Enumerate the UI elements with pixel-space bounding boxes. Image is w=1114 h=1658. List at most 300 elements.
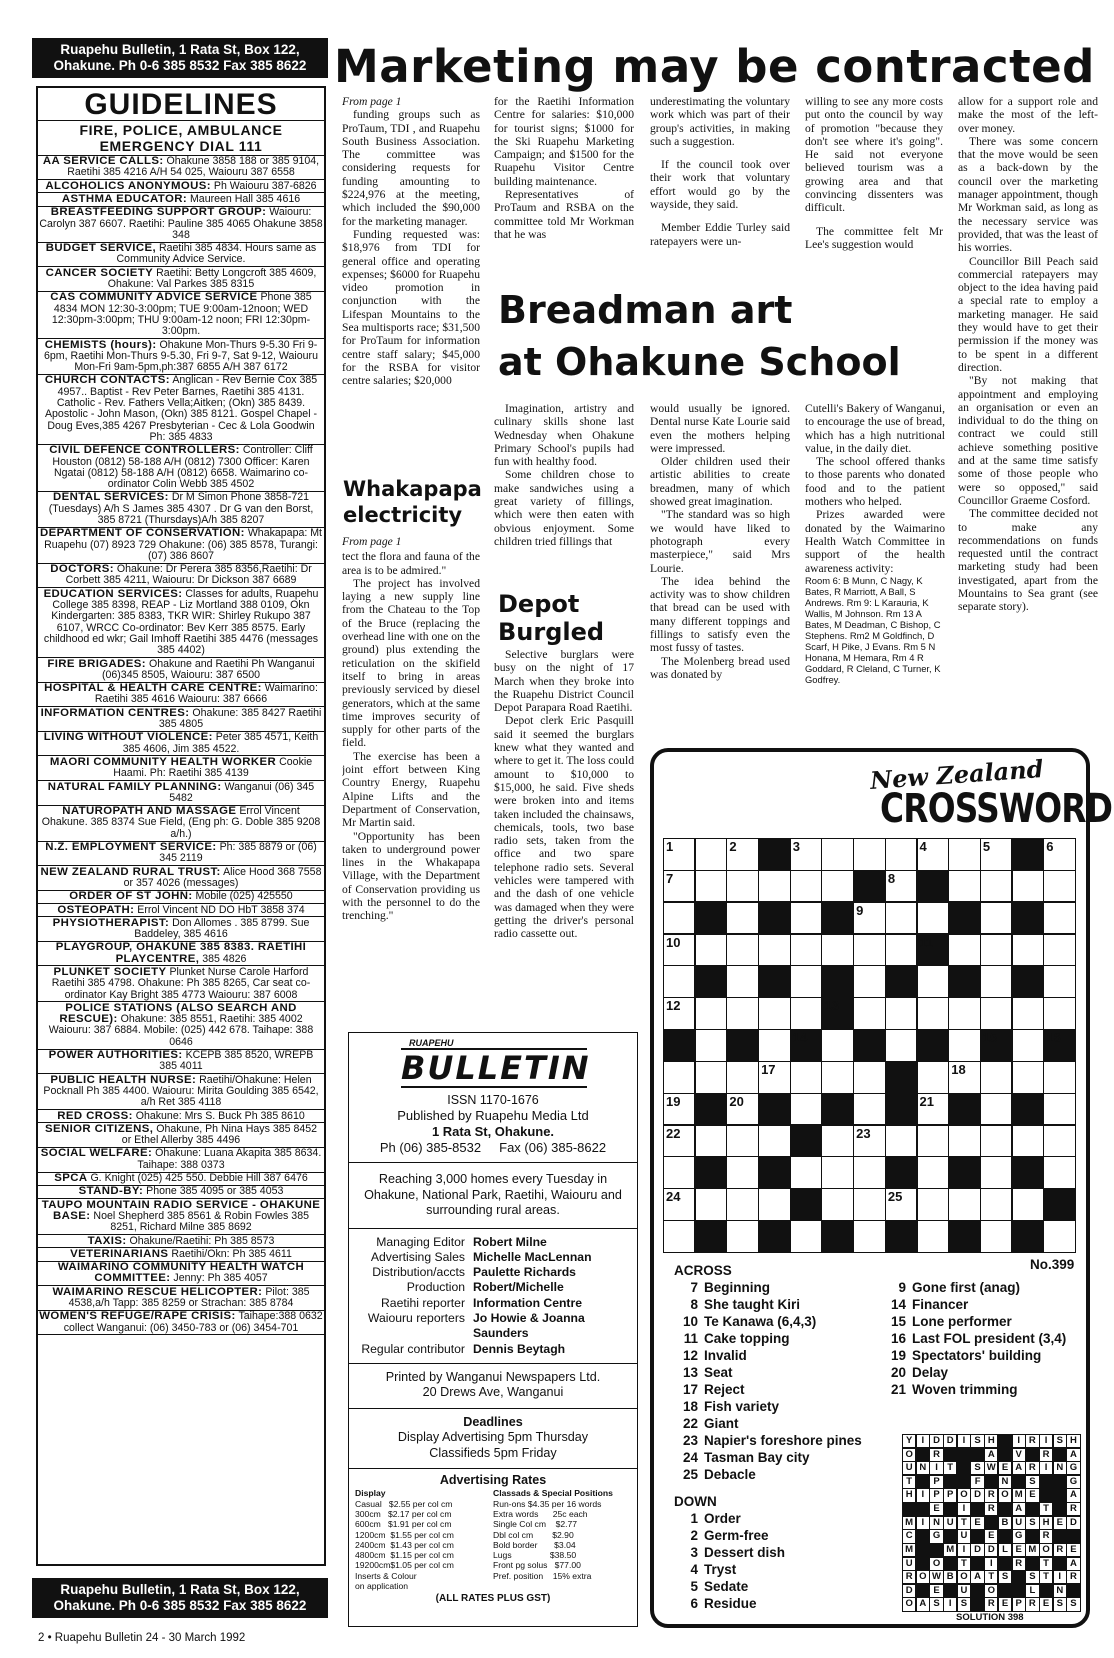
grid-cell[interactable] [980, 1220, 1012, 1253]
solution-cell: S [1066, 1597, 1080, 1611]
grid-cell[interactable] [790, 902, 822, 935]
grid-cell[interactable] [853, 965, 885, 998]
staff-role: Managing Editor [376, 1234, 465, 1249]
grid-cell[interactable] [917, 838, 949, 871]
guideline-entry [38, 180, 324, 193]
grid-cell[interactable] [1043, 1061, 1075, 1094]
grid-number: 12 [666, 998, 681, 1014]
grid-cell[interactable] [980, 1188, 1012, 1221]
grid-cell[interactable] [885, 870, 917, 903]
grid-cell[interactable] [980, 902, 1012, 935]
grid-cell[interactable] [980, 997, 1012, 1030]
solution-cell: W [929, 1570, 943, 1584]
grid-cell[interactable] [980, 1093, 1012, 1126]
guideline-entry [38, 528, 324, 564]
guideline-text: Ohakune Mon-Thurs 9-5.30 Fri 9-6pm, Raetihi Mon-Thurs 9-5.30, Fri 9-7, Sat 9-12, Waiouru Mon-Fri 9am-5pm,ph:387 6855 A/H 387 6172 [44, 338, 318, 374]
solution-cell: B [943, 1570, 957, 1584]
deadline-display: Display Advertising 5pm Thursday [397, 1430, 589, 1445]
grid-cell[interactable] [790, 870, 822, 903]
crossword-logo: CROSSWORD [880, 786, 1113, 832]
solution-cell: G [1066, 1461, 1080, 1475]
grid-cell[interactable] [853, 1156, 885, 1189]
grid-cell[interactable] [663, 1188, 695, 1221]
marketing-column-4 [805, 95, 943, 280]
clue [882, 1296, 1092, 1313]
guideline-text: Alice Hood 368 7558 or 357 4026 (messages) [123, 865, 322, 889]
publisher-address: 1 Rata St, Ohakune. [431, 1124, 555, 1139]
grid-cell[interactable] [917, 1188, 949, 1221]
solution-cell: D [970, 1543, 984, 1557]
paragraph: funding groups such as ProTaum, TDI , and Ruapehu South Business Association. The committee was considering requests for funding amounting to $224,976 at the meeting, which included the $90,000 for the marketing manager. [342, 108, 480, 228]
clue-text: She taught Kiri [704, 1297, 801, 1312]
grid-block [1012, 902, 1044, 935]
grid-cell[interactable] [853, 838, 885, 871]
grid-cell[interactable] [663, 997, 695, 1030]
solution-cell: D [1066, 1516, 1080, 1530]
grid-cell[interactable] [821, 1156, 853, 1189]
grid-cell[interactable] [948, 1061, 980, 1094]
solution-cell: R [1025, 1461, 1039, 1475]
grid-block [695, 1220, 727, 1253]
grid-cell[interactable] [663, 965, 695, 998]
guideline-text: Peter 385 4571, Keith 385 4606, Jim 385 4522. [122, 731, 319, 755]
grid-cell[interactable] [821, 1188, 853, 1221]
guideline-heading: FIRE, POLICE, AMBULANCE EMERGENCY DIAL 111 [79, 121, 283, 154]
grid-cell[interactable] [980, 838, 1012, 871]
solution-block [1053, 1557, 1067, 1571]
grid-block [885, 1156, 917, 1189]
grid-block [663, 1029, 695, 1062]
guideline-heading: EDUCATION SERVICES: [43, 587, 183, 600]
grid-cell[interactable] [726, 997, 758, 1030]
clue [674, 1544, 904, 1561]
grid-cell[interactable] [726, 965, 758, 998]
grid-block [758, 838, 790, 871]
grid-cell[interactable] [663, 1125, 695, 1158]
grid-cell[interactable] [1012, 1061, 1044, 1094]
grid-cell[interactable] [663, 1093, 695, 1126]
grid-cell[interactable] [980, 934, 1012, 967]
grid-cell[interactable] [853, 1093, 885, 1126]
grid-cell[interactable] [885, 902, 917, 935]
guideline-entry [38, 1311, 324, 1336]
solution-cell: E [1012, 1543, 1026, 1557]
grid-cell[interactable] [1043, 838, 1075, 871]
grid-cell[interactable] [917, 1093, 949, 1126]
grid-cell[interactable] [695, 1061, 727, 1094]
solution-cell: S [1025, 1516, 1039, 1530]
solution-cell: O [957, 1488, 971, 1502]
solution-cell: I [1039, 1461, 1053, 1475]
grid-cell[interactable] [1043, 965, 1075, 998]
grid-cell[interactable] [821, 870, 853, 903]
solution-cell: M [1025, 1543, 1039, 1557]
solution-cell: T [943, 1461, 957, 1475]
grid-block [885, 1061, 917, 1094]
solution-cell: F [970, 1475, 984, 1489]
solution-cell: I [957, 1434, 971, 1448]
clue-text: Fish variety [704, 1399, 780, 1414]
grid-cell[interactable] [1012, 1125, 1044, 1158]
grid-cell[interactable] [821, 838, 853, 871]
solution-cell: D [984, 1543, 998, 1557]
grid-cell[interactable] [663, 902, 695, 935]
grid-number: 5 [982, 839, 991, 854]
grid-cell[interactable] [948, 1188, 980, 1221]
solution-cell: P [929, 1475, 943, 1489]
grid-cell[interactable] [695, 997, 727, 1030]
grid-cell[interactable] [948, 1029, 980, 1062]
from-page: From page 1 [342, 535, 402, 548]
grid-cell[interactable] [948, 997, 980, 1030]
clue-number: 15 [890, 1314, 906, 1329]
grid-cell[interactable] [726, 1220, 758, 1253]
grid-cell[interactable] [821, 1125, 853, 1158]
guideline-heading: INFORMATION CENTRES: [40, 706, 190, 719]
grid-cell[interactable] [1043, 1093, 1075, 1126]
rate-line: 600cm $1.91 per col cm [355, 1519, 452, 1530]
guideline-text: Wanganui (06) 345 5482 [169, 780, 315, 804]
grid-cell[interactable] [885, 997, 917, 1030]
grid-block [1012, 965, 1044, 998]
guideline-entry [38, 904, 324, 917]
solution-block [998, 1434, 1012, 1448]
grid-cell[interactable] [790, 1061, 822, 1094]
guideline-entry [38, 732, 324, 757]
grid-cell[interactable] [726, 838, 758, 871]
solution-block [970, 1448, 984, 1462]
grid-cell[interactable] [917, 902, 949, 935]
grid-cell[interactable] [758, 997, 790, 1030]
grid-cell[interactable] [948, 1125, 980, 1158]
grid-cell[interactable] [885, 838, 917, 871]
grid-cell[interactable] [726, 934, 758, 967]
solution-cell: I [957, 1502, 971, 1516]
grid-cell[interactable] [695, 1125, 727, 1158]
grid-cell[interactable] [1043, 1220, 1075, 1253]
solution-cell: U [957, 1529, 971, 1543]
grid-cell[interactable] [917, 1220, 949, 1253]
solution-block [957, 1448, 971, 1462]
guideline-entry [38, 1148, 324, 1173]
solution-cell: I [943, 1597, 957, 1611]
paragraph: Councillor Bill Peach said commercial ratepayers may object to the idea having paid a special rate to employ a marketing manager. He said they would have to get their permission if the money was to be spent in a different direction. [958, 254, 1098, 374]
rate-line: 1200cm $1.55 per col cm [355, 1529, 454, 1540]
guideline-heading: VETERINARIANS [70, 1247, 169, 1260]
from-page: From page 1 [342, 95, 402, 108]
clue-number: 20 [890, 1365, 906, 1380]
guideline-text: Ohakune/Raetihi: Ph 385 8573 [129, 1234, 275, 1247]
paragraph: Funding requested was: $18,976 from TDI for general office and operating expenses; $6000 for Ruapehu video promotion in conjunction with the Lifespan Mountains to the Sea multisports race; $31,500 for ProTaum for information centre staff salary; $45,000 for the RSBA for visitor centre salaries; $20,000 [342, 227, 480, 388]
clues-across-continued [882, 1279, 1092, 1398]
grid-cell[interactable] [663, 870, 695, 903]
grid-cell[interactable] [1043, 1125, 1075, 1158]
solution-block [1039, 1584, 1053, 1598]
solution-cell: G [1012, 1529, 1026, 1543]
deadline-classified: Classifieds 5pm Friday [429, 1445, 557, 1460]
guideline-heading: POWER AUTHORITIES: [48, 1049, 183, 1062]
grid-cell[interactable] [758, 934, 790, 967]
solution-block [916, 1557, 930, 1571]
grid-cell[interactable] [695, 870, 727, 903]
grid-cell[interactable] [917, 965, 949, 998]
grid-block [821, 1093, 853, 1126]
grid-cell[interactable] [758, 870, 790, 903]
guideline-heading: CANCER SOCIETY [45, 266, 154, 279]
grid-cell[interactable] [663, 838, 695, 871]
solution-cell: N [1053, 1461, 1067, 1475]
guideline-entry [38, 492, 324, 528]
grid-cell[interactable] [663, 934, 695, 967]
solution-cell: I [1053, 1570, 1067, 1584]
grid-cell[interactable] [853, 902, 885, 935]
grid-cell[interactable] [1012, 1029, 1044, 1062]
grid-cell[interactable] [853, 934, 885, 967]
grid-cell[interactable] [1043, 902, 1075, 935]
grid-cell[interactable] [695, 934, 727, 967]
clue-text: Financer [912, 1297, 969, 1312]
marketing-column-5 [958, 95, 1098, 745]
solution-cell: Y [902, 1434, 916, 1448]
guideline-entry [38, 1186, 324, 1199]
clue-text: Giant [704, 1416, 739, 1431]
solution-block [1012, 1584, 1026, 1598]
grid-cell[interactable] [948, 870, 980, 903]
clue-number: 7 [690, 1280, 698, 1295]
grid-cell[interactable] [853, 997, 885, 1030]
clue-number: 16 [890, 1331, 906, 1346]
solution-block [1012, 1475, 1026, 1489]
guideline-text: Errol Vincent ND DO HbT 3858 374 [137, 903, 305, 916]
guideline-text: Waimarino: Raetihi 385 4616 Waiouru: 387 6666 [94, 682, 318, 706]
guideline-text: Jenny: Ph 385 4057 [173, 1272, 268, 1285]
grid-cell[interactable] [885, 1029, 917, 1062]
grid-cell[interactable] [853, 1188, 885, 1221]
guideline-entry [38, 683, 324, 708]
grid-cell[interactable] [758, 1188, 790, 1221]
guideline-heading: CHEMISTS (hours): [44, 338, 157, 351]
solution-block [943, 1502, 957, 1516]
solution-block [957, 1475, 971, 1489]
grid-block [790, 1029, 822, 1062]
crossword-logo-top: New Zealand [869, 753, 1045, 796]
solution-block [1039, 1488, 1053, 1502]
grid-cell[interactable] [726, 902, 758, 935]
guideline-entry [38, 781, 324, 806]
crossword-number: No.399 [1030, 1257, 1075, 1272]
guideline-entry [38, 207, 324, 243]
rates-display [355, 1488, 493, 1591]
solution-cell: H [984, 1434, 998, 1448]
grid-cell[interactable] [980, 870, 1012, 903]
grid-cell[interactable] [663, 1220, 695, 1253]
guideline-entry [38, 339, 324, 375]
grid-cell[interactable] [726, 1188, 758, 1221]
grid-block [821, 1220, 853, 1253]
grid-cell[interactable] [917, 1125, 949, 1158]
clue-text: Spectators' building [912, 1348, 1042, 1363]
guideline-text: Ohakune: Dr Perera 385 8356,Raetihi: Dr Corbett 385 4211, Waiouru: Dr Dickson 387 6689 [65, 563, 312, 587]
grid-cell[interactable] [885, 934, 917, 967]
grid-cell[interactable] [695, 1029, 727, 1062]
staff-name: Paulette Richards [473, 1265, 576, 1280]
grid-cell[interactable] [790, 838, 822, 871]
prize-winners: Room 6: B Munn, C Nagy, K Bates, R Marriott, A Ball, S Andrews. Rm 9: L Karauria, K Wallis, M Johnson. Rm 13 A Bates, M Deadman, C Bishop, C Stephens. Rm2 M Goldfinch, D Scarf, H Pike, J Evans. Rm 5 N Honana, M Hemara, Rm 4 R Goddard, R Cleland, C Turner, K Godfrey. [805, 574, 941, 685]
grid-cell[interactable] [663, 1061, 695, 1094]
solution-block [902, 1502, 916, 1516]
clue-text: Last FOL president (3,4) [912, 1331, 1067, 1346]
guideline-heading: SENIOR CITIZENS, [44, 1122, 154, 1135]
grid-cell[interactable] [1043, 1156, 1075, 1189]
grid-cell[interactable] [1012, 1188, 1044, 1221]
grid-cell[interactable] [695, 1188, 727, 1221]
grid-cell[interactable] [1012, 997, 1044, 1030]
solution-cell: E [1066, 1543, 1080, 1557]
staff-name: Information Centre [473, 1295, 583, 1310]
printer-address: 20 Drews Ave, Wanganui [422, 1385, 564, 1400]
solution-cell: O [902, 1597, 916, 1611]
grid-cell[interactable] [821, 934, 853, 967]
guideline-heading: HOSPITAL & HEALTH CARE CENTRE: [44, 682, 262, 695]
guideline-text: Dr M Simon Phone 3858-721 (Tuesdays) A/h S James 385 4307 . Dr G van den Borst, 385 8721 (Thursdays)A/h 385 8207 [48, 491, 314, 526]
grid-cell[interactable] [853, 1220, 885, 1253]
guideline-entry [38, 1173, 324, 1186]
grid-cell[interactable] [917, 1061, 949, 1094]
paragraph: The school offered thanks to those parents who donated food and to the patient mothers who helped. [805, 455, 945, 509]
solution-block [970, 1597, 984, 1611]
grid-cell[interactable] [1043, 997, 1075, 1030]
guideline-text: Ohakune, Ph Nina Hays 385 8452 or Ethel Allerby 385 4496 [121, 1122, 318, 1147]
grid-cell[interactable] [695, 838, 727, 871]
grid-cell[interactable] [853, 1125, 885, 1158]
grid-cell[interactable] [1043, 934, 1075, 967]
bulletin-logo-top: RUAPEHU [409, 1038, 454, 1048]
grid-cell[interactable] [885, 1125, 917, 1158]
grid-cell[interactable] [758, 1029, 790, 1062]
grid-number: 15 [982, 1030, 998, 1046]
solution-block [970, 1502, 984, 1516]
guideline-heading: SOCIAL WELFARE: [40, 1147, 153, 1160]
grid-cell[interactable] [726, 1156, 758, 1189]
clue [674, 1313, 904, 1330]
solution-block [957, 1461, 971, 1475]
solution-cell: H [1039, 1516, 1053, 1530]
guideline-heading: PUBLIC HEALTH NURSE: [50, 1073, 197, 1086]
grid-cell[interactable] [663, 1156, 695, 1189]
grid-cell[interactable] [821, 1029, 853, 1062]
guideline-text: Pilot: 385 4538,a/h Tapp: 385 8259 or Strachan: 385 8784 [68, 1285, 310, 1309]
solution-cell: E [929, 1502, 943, 1516]
clue-text: Dessert dish [704, 1545, 786, 1560]
grid-cell[interactable] [758, 1125, 790, 1158]
clue-number: 17 [682, 1382, 698, 1397]
grid-block [885, 1220, 917, 1253]
solution-cell: I [916, 1434, 930, 1448]
solution-block [998, 1502, 1012, 1516]
breadman-column-1 [494, 402, 634, 587]
clue-number: 1 [690, 1511, 698, 1526]
grid-cell[interactable] [790, 1220, 822, 1253]
grid-cell[interactable] [980, 1061, 1012, 1094]
solution-cell: S [998, 1570, 1012, 1584]
solution-cell: R [1039, 1529, 1053, 1543]
grid-cell[interactable] [726, 1125, 758, 1158]
solution-block [916, 1584, 930, 1598]
grid-cell[interactable] [790, 934, 822, 967]
clue-number: 5 [690, 1579, 698, 1594]
grid-block [790, 1188, 822, 1221]
clue-number: 14 [890, 1297, 906, 1312]
solution-block [984, 1516, 998, 1530]
grid-cell[interactable] [885, 1188, 917, 1221]
guideline-heading: STAND-BY: [78, 1185, 144, 1198]
grid-cell[interactable] [853, 1061, 885, 1094]
grid-cell[interactable] [790, 1093, 822, 1126]
grid-cell[interactable] [1012, 870, 1044, 903]
across-title: ACROSS [674, 1263, 732, 1278]
paragraph: The idea behind the activity was to show children that bread can be used with many different toppings and fillings to satisfy even the most fussy of tastes. [650, 574, 790, 655]
guideline-entry [38, 842, 324, 867]
grid-cell[interactable] [948, 838, 980, 871]
clue-text: Gone first (anag) [912, 1280, 1021, 1295]
marketing-column-3 [650, 95, 790, 280]
rate-line: 300cm $2.17 per col cm [355, 1508, 452, 1519]
clue-number: 11 [683, 1331, 698, 1346]
solution-cell: D [929, 1434, 943, 1448]
grid-cell[interactable] [1012, 934, 1044, 967]
grid-cell[interactable] [980, 965, 1012, 998]
down-title: DOWN [674, 1494, 717, 1509]
paragraph: Older children used their artistic abilities to create breadmen, many of which showed great imagination. [650, 455, 790, 509]
grid-cell[interactable] [790, 997, 822, 1030]
guideline-text: Ohakune 3858 188 or 385 9104, Raetihi 385 4216 A/H 54 025, Waiouru 387 6558 [67, 155, 320, 179]
grid-cell[interactable] [726, 1061, 758, 1094]
grid-number: 4 [919, 839, 927, 854]
solution-cell: R [1066, 1570, 1080, 1584]
solution-cell: E [929, 1584, 943, 1598]
grid-cell[interactable] [790, 965, 822, 998]
grid-cell[interactable] [790, 1156, 822, 1189]
grid-cell[interactable] [917, 997, 949, 1030]
paragraph: Depot clerk Eric Pasquill said it seemed the burglars knew what they wanted and where to get it. The loss could amount to $10,000 to $15,000, he said. Five sheds were broken into and items taken included the chainsaws, chemicals, tools, two base radio sets, taken from the office and two spare telephone radio sets. Several vehicles were tampered with and the dash of one vehicle was damaged when they were getting the driver's personal radio cassette out. [494, 714, 634, 941]
grid-cell[interactable] [980, 1125, 1012, 1158]
guideline-text: Ohakune: 385 8427 Raetihi 385 4805 [158, 706, 322, 731]
guideline-entry [38, 707, 324, 732]
grid-cell[interactable] [948, 934, 980, 967]
grid-cell[interactable] [758, 1061, 790, 1094]
guideline-heading: TAXIS: [87, 1234, 127, 1247]
grid-cell[interactable] [1043, 870, 1075, 903]
grid-cell[interactable] [726, 1093, 758, 1126]
rate-line: Extra words 25c each [493, 1508, 588, 1519]
grid-block [758, 965, 790, 998]
solution-block [970, 1529, 984, 1543]
grid-cell[interactable] [821, 1061, 853, 1094]
grid-cell[interactable] [980, 1156, 1012, 1189]
grid-cell[interactable] [726, 870, 758, 903]
clue [674, 1527, 904, 1544]
clue [674, 1466, 904, 1483]
solution-cell: R [1066, 1502, 1080, 1516]
guidelines-list [38, 121, 324, 1335]
guideline-heading: NATUROPATH AND MASSAGE [62, 805, 237, 818]
grid-block [790, 1125, 822, 1158]
issn: ISSN 1170-1676 [447, 1093, 539, 1107]
solution-cell: P [1012, 1597, 1026, 1611]
guideline-heading: CAS COMMUNITY ADVICE SERVICE [50, 291, 258, 304]
reach-statement: Reaching 3,000 homes every Tuesday in Ohakune, National Park, Raetihi, Waiouru and surrounding rural areas. [349, 1163, 637, 1229]
grid-cell[interactable] [917, 1156, 949, 1189]
